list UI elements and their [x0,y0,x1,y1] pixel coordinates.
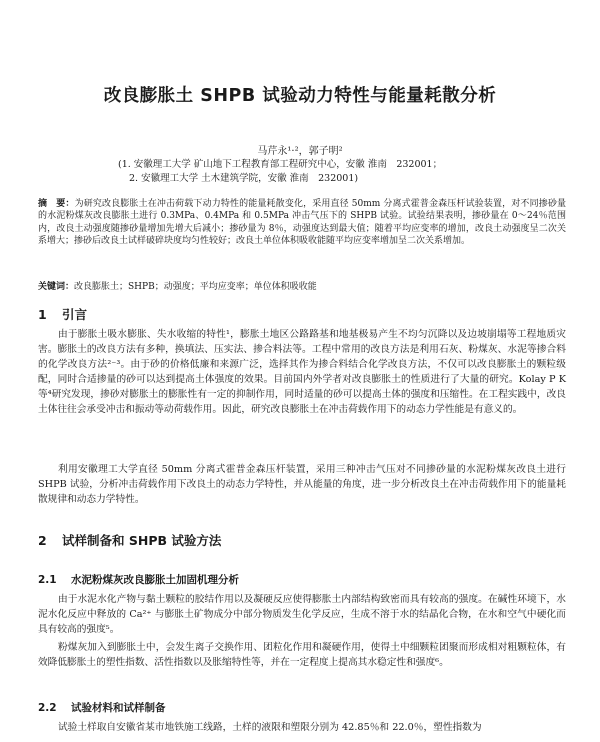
mechanism-paragraph-1: 由于水泥水化产物与黏土颗粒的胶结作用以及凝硬反应使得膨胀土内部结构致密而具有较高的强度。在碱性环境下，水泥水化反应中释放的 Ca²⁺ 与膨胀土矿物成分中部分物质发生化学反应，生成不溶于水的结晶化合物，在水和空气中硬化而具有较高的强度⁵。 [38,594,566,635]
author-list: 马芹永¹·²，郭子明² [257,146,343,157]
subsection-heading-2-2 [38,700,166,715]
keywords-text: 改良膨胀土；SHPB；动强度；平均应变率；单位体积吸收能 [74,282,317,292]
section-number: 1 [38,307,47,322]
subsection-number: 2.2 [38,702,57,714]
section-title: 引言 [62,307,88,322]
section-heading-2 [38,531,221,549]
paper-title: 改良膨胀土 SHPB 试验动力特性与能量耗散分析 [103,86,497,106]
subsection-heading-2-1 [38,572,239,587]
abstract [38,198,566,248]
materials-paragraph: 试验土样取自安徽省某市地铁施工线路，土样的液限和塑限分别为 42.85％和 22.0％，塑性指数为 [58,722,482,733]
subsection-number: 2.1 [38,574,57,586]
intro-paragraph-1: 由于膨胀土吸水膨胀、失水收缩的特性¹，膨胀土地区公路路基和地基极易产生不均匀沉降以及边坡崩塌等工程地质灾害。膨胀土的改良方法有多种，换填法、压实法、掺合料法等。工程中常用的改良方法是利用石灰、粉煤灰、水泥等掺合料的化学改良方法²⁻³。由于砂的价格低廉和来源广泛，选择其作为掺合料结合化学改良方法，不仅可以改良膨胀土的颗粒级配，同时合适掺量的砂可以达到提高土体强度的效果。目前国内外学者对改良膨胀土的性质进行了大量的研究。Kolay P K 等⁴研究发现，掺砂对膨胀土的膨胀性有一定的抑制作用，同时适量的砂可以提高土体的强度和压缩性。在工程实践中，改良土体往往会承受冲击和振动等动荷载作用。因此，研究改良膨胀土在冲击荷载作用下的动态力学性能是有意义的。 [38,329,566,415]
keywords [38,279,566,292]
section-number: 2 [38,533,47,548]
affiliation-1: (1. 安徽理工大学 矿山地下工程教育部工程研究中心，安徽 淮南 232001； [118,159,443,170]
subsection-title: 水泥粉煤灰改良膨胀土加固机理分析 [71,574,239,586]
intro-paragraph-2: 利用安徽理工大学直径 50mm 分离式霍普金森压杆装置，采用三种冲击气压对不同掺砂量的水泥粉煤灰改良土进行 SHPB 试验，分析冲击荷载作用下改良土的动态力学特性，并从能量的角度，进一步分析改良土在冲击荷载作用下的能量耗散规律和动态力学特性。 [38,464,566,505]
affiliation-2: 2. 安徽理工大学 土木建筑学院，安徽 淮南 232001) [129,173,359,184]
mechanism-paragraph-2: 粉煤灰加入到膨胀土中，会发生离子交换作用、团粒化作用和凝硬作用，使得土中细颗粒团聚而形成相对粗颗粒体，有效降低膨胀土的塑性指数、活性指数以及胀缩特性等，并在一定程度上提高其水稳定性和强度⁶。 [38,642,566,668]
abstract-label: 摘 要： [38,199,75,209]
section-heading-1 [38,305,87,323]
keywords-label: 关键词： [38,282,75,292]
subsection-title: 试验材料和试样制备 [71,702,166,714]
section-title: 试样制备和 SHPB 试验方法 [62,533,222,548]
abstract-text: 为研究改良膨胀土在冲击荷载下动力特性的能量耗散变化，采用直径 50mm 分离式霍普金森压杆试验装置，对不同掺砂量的水泥粉煤灰改良膨胀土进行 0.3MPa、0.4MPa 和 0.5MPa 冲击气压下的 SHPB 试验。试验结果表明，掺砂量在 0～24％范围内，改良土动强度随掺砂量增加先增大后减小；掺砂量为 8％，动强度达到最大值；随着平均应变率的增加，改良土动强度呈二次关系增大；掺砂后改良土试样破碎块度均匀性较好；改良土单位体积吸收能随平均应变率增加呈二次关系增加。 [38,199,566,247]
